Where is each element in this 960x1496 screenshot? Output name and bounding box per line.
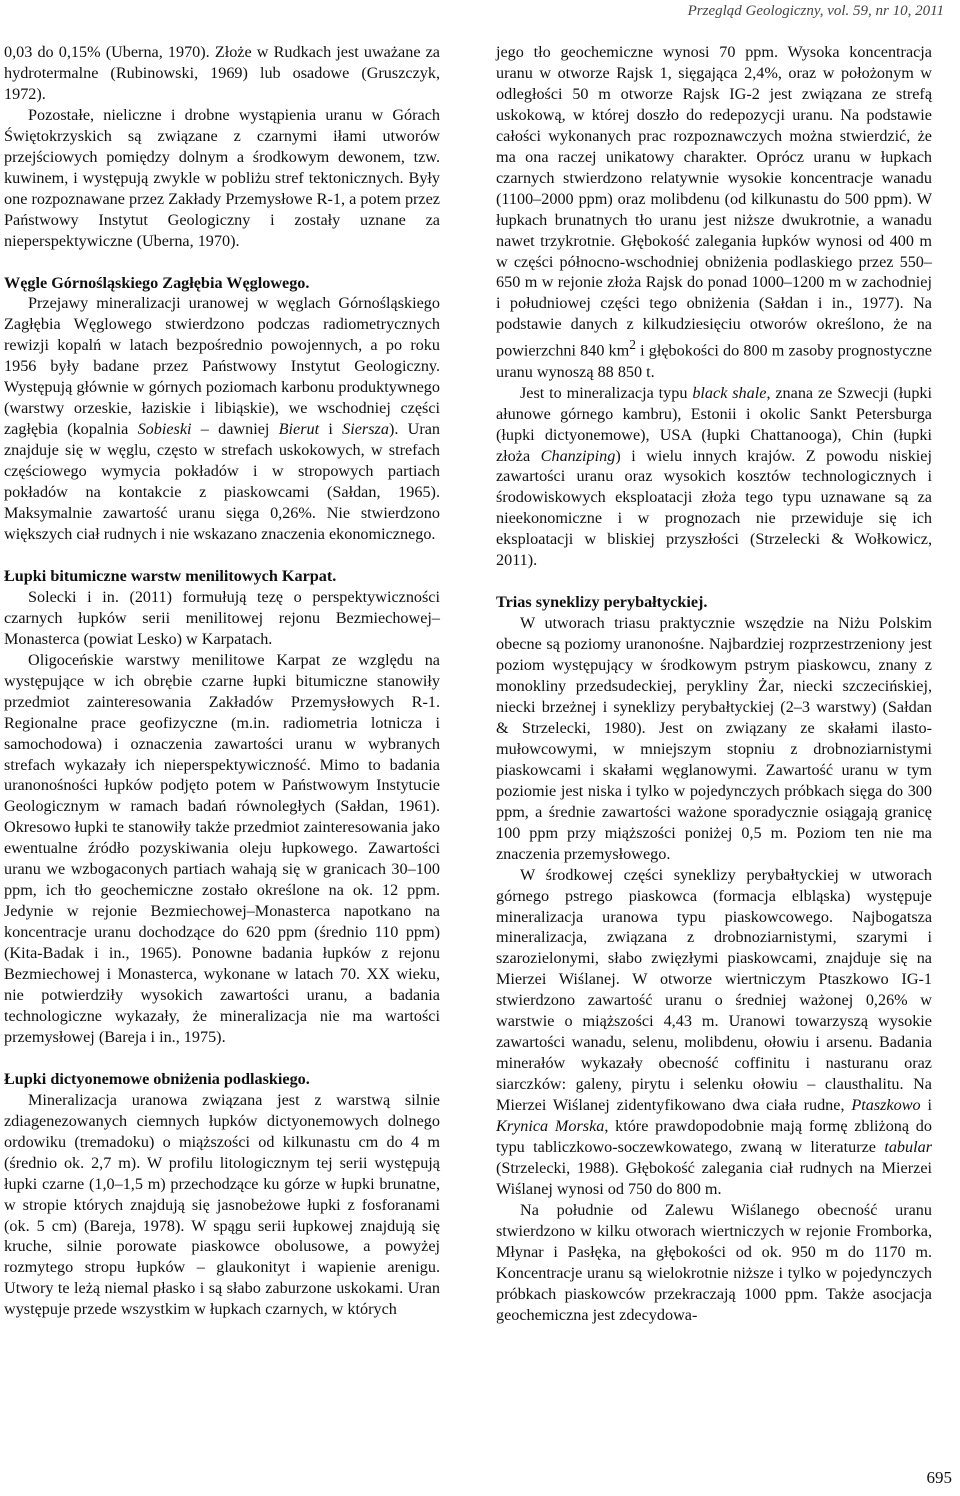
page-number: 695	[926, 1468, 952, 1487]
paragraph: W środkowej części syneklizy perybałtyckiej w utworach górnego pstrego piaskowca (formacja elbląska) występuje mineralizacja uranowa typu piaskowcowego. Najbogatsza mineralizacja, związana z drobnoziarnistymi, szarymi i szarozielonymi, słabo zwięzłymi piaskowcami, znajduje się na Mierzei Wiślanej. W otworze wiertniczym Ptaszkowo IG-1 stwierdzono zawartość uranu o średniej ważonej 0,26% w warstwie o miąższości 4,43 m. Uranowi towarzyszą wysokie zawartości wanadu, selenu, molibdenu, ołowiu i arsenu. Badania minerałów wykazały obecność coffinitu i nasturanu oraz siarczków: galeny, pirytu i selenku ołowiu – clausthalitu. Na Mierzei Wiślanej zidentyfikowano dwa ciała rudne, Ptaszkowo i Krynica Morska, które prawdopodobnie mają formę zbliżoną do typu tabliczkowo-soczewkowatego, zwaną w literaturze tabular (Strzelecki, 1988). Głębokość zalegania ciał rudnych na Mierzei Wiślanej wynosi od 750 do 800 m.	[496, 865, 932, 1198]
section-heading: Trias syneklizy perybałtyckiej.	[496, 593, 708, 612]
paragraph: Jest to mineralizacja typu black shale, znana ze Szwecji (łupki ałunowe górnego kambru), Estonii i okolic Sankt Petersburga (łupki dictyonemowe), USA (łupki Chattanooga), Chin (łupki złoża Chanziping) i wielu innych krajów. Z powodu niskiej zawartości uranu oraz wysokich kosztów technologicznych i środowiskowych eksploatacji złoża tego typu uznawane są za nieekonomiczne i w prognozach nie przewiduje się ich eksploatacji w bliskiej przyszłości (Strzelecki & Wołkowicz, 2011).	[496, 383, 932, 570]
paragraph: Przejawy mineralizacji uranowej w węglach Górnośląskiego Zagłębia Węglowego stwierdzono podczas radiometrycznych rewizji kopalń w latach bezpośrednio powojennych, a po roku 1956 były badane przez Państwowy Instytut Geologiczny. Występują głównie w górnych poziomach karbonu produktywnego (warstwy orzeskie, łaziskie i libiąskie), we wschodniej części zagłębia (kopalnia Sobieski – dawniej Bierut i Siersza). Uran znajduje się w węglu, często w strefach uskokowych, w strefach częściowego wymycia pokładów i w stropowych partiach pokładów na kontakcie z piaskowcami (Sałdan, 1965). Maksymalnie zawartość uranu sięga 0,26%. Nie stwierdzono większych ciał rudnych i nie wskazano znaczenia ekonomicznego.	[4, 294, 440, 543]
paragraph: Pozostałe, nieliczne i drobne wystąpienia uranu w Górach Świętokrzyskich są związane z czarnymi iłami utworów przejściowych pomiędzy dolnym a środkowym dewonem, tzw. kuwinem, i występują zwykle w pobliżu stref tektonicznych. Były one rozpoznawane przez Zakłady Przemysłowe R-1, a potem przez Państwowy Instytut Geologiczny i zostały uznane za nieperspektywiczne (Uberna, 1970).	[4, 105, 440, 250]
paragraph: W utworach triasu praktycznie wszędzie na Niżu Polskim obecne są poziomy uranonośne. Najbardziej rozprzestrzeniony jest poziom występujący w środkowym pstrym piaskowcu, znany z monokliny przedsudeckiej, perykliny Żar, niecki szczecińskiej, niecki brzeżnej i syneklizy perybałtyckiej (2–3 warstwy) (Sałdan & Strzelecki, 1980). Jest on związany ze skałami ilasto-mułowcowymi, w mniejszym stopniu z drobnoziarnistymi piaskowcami i skałami węglanowymi. Zawartość uranu w tym poziomie jest niska i tylko w pojedynczych próbkach sięga do 300 ppm, a średnie zawartości ważone sporadycznie osiągają granicę 100 ppm przy miąższości poniżej 0,5 m. Poziom ten nie ma znaczenia przemysłowego.	[496, 614, 932, 863]
paragraph: Mineralizacja uranowa związana jest z warstwą silnie zdiagenezowanych ciemnych łupków dictyonemowych dolnego ordowiku (tremadoku) o miąższości od kilkunastu cm do 4 m (średnio ok. 2,7 m). W profilu litologicznym tej serii występują łupki czarne (1,0–1,5 m) przechodzące ku górze w łupki brunatne, w stropie których znajdują się jasnobeżowe łupki z fosforanami (ok. 5 cm) (Bareja, 1978). W spągu serii łupkowej znajdują się kruche, silnie porowate piaskowce obolusowe, a powyżej rozmytego stropu łupków – glaukonityt i wapienie arenigu. Utwory te leżą niemal płasko i są słabo zaburzone uskokami. Uran występuje przede wszystkim w łupkach czarnych, w których	[4, 1090, 440, 1319]
section-heading: Łupki bitumiczne warstw menilitowych Karpat.	[4, 566, 337, 585]
paragraph: Solecki i in. (2011) formułują tezę o perspektywiczności czarnych łupków serii menilitowej rejonu Bezmiechowej–Monasterca (powiat Lesko) w Karpatach.	[4, 587, 440, 648]
paragraph: Oligoceńskie warstwy menilitowe Karpat ze względu na występujące w ich obrębie czarne łupki bitumiczne stanowiły przedmiot zainteresowania Zakładów Przemysłowych R-1. Regionalne prace geofizyczne (m.in. radiometria lotnicza i samochodowa) i oznaczenia zawartości uranu w wybranych strefach wykazały ich nieperspektywiczność. Mimo to badania uranonośności łupków podjęto potem w Państwowym Instytucie Geologicznym w ramach badań równoległych (Sałdan, 1961). Okresowo łupki te stanowiły także przedmiot zainteresowania jako ewentualne źródło pozyskiwania oleju łupkowego. Zawartości uranu we wzbogaconych partiach wahają się w granicach 30–100 ppm, ich tło geochemiczne zostało określone na ok. 12 ppm. Jedynie w rejonie Bezmiechowej–Monasterca napotkano na koncentracje uranu dochodzące do 620 ppm (średnio 110 ppm) (Kita-Badak i in., 1965). Ponowne badania łupków z rejonu Bezmiechowej i Monasterca, wykonane w latach 70. XX wieku, nie potwierdziły wysokich zawartości uranu, a badania technologiczne wykazały, że mineralizacja nie ma wartości przemysłowej (Bareja i in., 1975).	[4, 650, 440, 1046]
right-column	[496, 42, 932, 1326]
paragraph: Na południe od Zalewu Wiślanego obecność uranu stwierdzono w kilku otworach wiertniczych w rejonie Fromborka, Młynar i Pasłęka, na głębokości od ok. 950 m do 1170 m. Koncentracje uranu są wielokrotnie niższe i tylko w pojedynczych próbkach piaskowców przekraczają 1000 ppm. Także asocjacja geochemiczna jest zdecydowa-	[496, 1200, 932, 1324]
running-head: Przegląd Geologiczny, vol. 59, nr 10, 2011	[687, 3, 944, 19]
paragraph: 0,03 do 0,15% (Uberna, 1970). Złoże w Rudkach jest uważane za hydrotermalne (Rubinowski, 1969) lub osadowe (Gruszczyk, 1972).	[4, 43, 440, 103]
section-heading: Łupki dictyonemowe obniżenia podlaskiego.	[4, 1069, 310, 1088]
paragraph: jego tło geochemiczne wynosi 70 ppm. Wysoka koncentracja uranu w otworze Rajsk 1, sięgająca 2,4%, oraz w położonym w odległości 50 m otworze Rajsk IG-2 jest związana ze strefą uskokową, w której doszło do redepozycji uranu. Na podstawie całości wykonanych prac rozpoznawczych można stwierdzić, że ma ona raczej unikatowy charakter. Oprócz uranu w łupkach czarnych stwierdzono relatywnie wysokie koncentracje wanadu (1100–2000 ppm) oraz molibdenu (od kilkunastu do 500 ppm). W łupkach brunatnych tło uranu jest niższe dwukrotnie, a wanadu nawet trzykrotnie. Głębokość zalegania łupków wynosi od 400 m w części północno-wschodniej obniżenia podlaskiego przez 550–650 m w rejonie złoża Rajsk do ponad 1000–1200 m w zachodniej i południowej części tego obniżenia (Sałdan i in., 1977). Na podstawie danych z kilkudziesięciu otworów określono, że na powierzchni 840 $km^2$ i głębokości do 800 m zasoby prognostyczne uranu wynoszą 88 850 t.	[496, 43, 932, 381]
left-column	[4, 42, 440, 1320]
section-heading: Węgle Górnośląskiego Zagłębia Węglowego.	[4, 273, 310, 292]
